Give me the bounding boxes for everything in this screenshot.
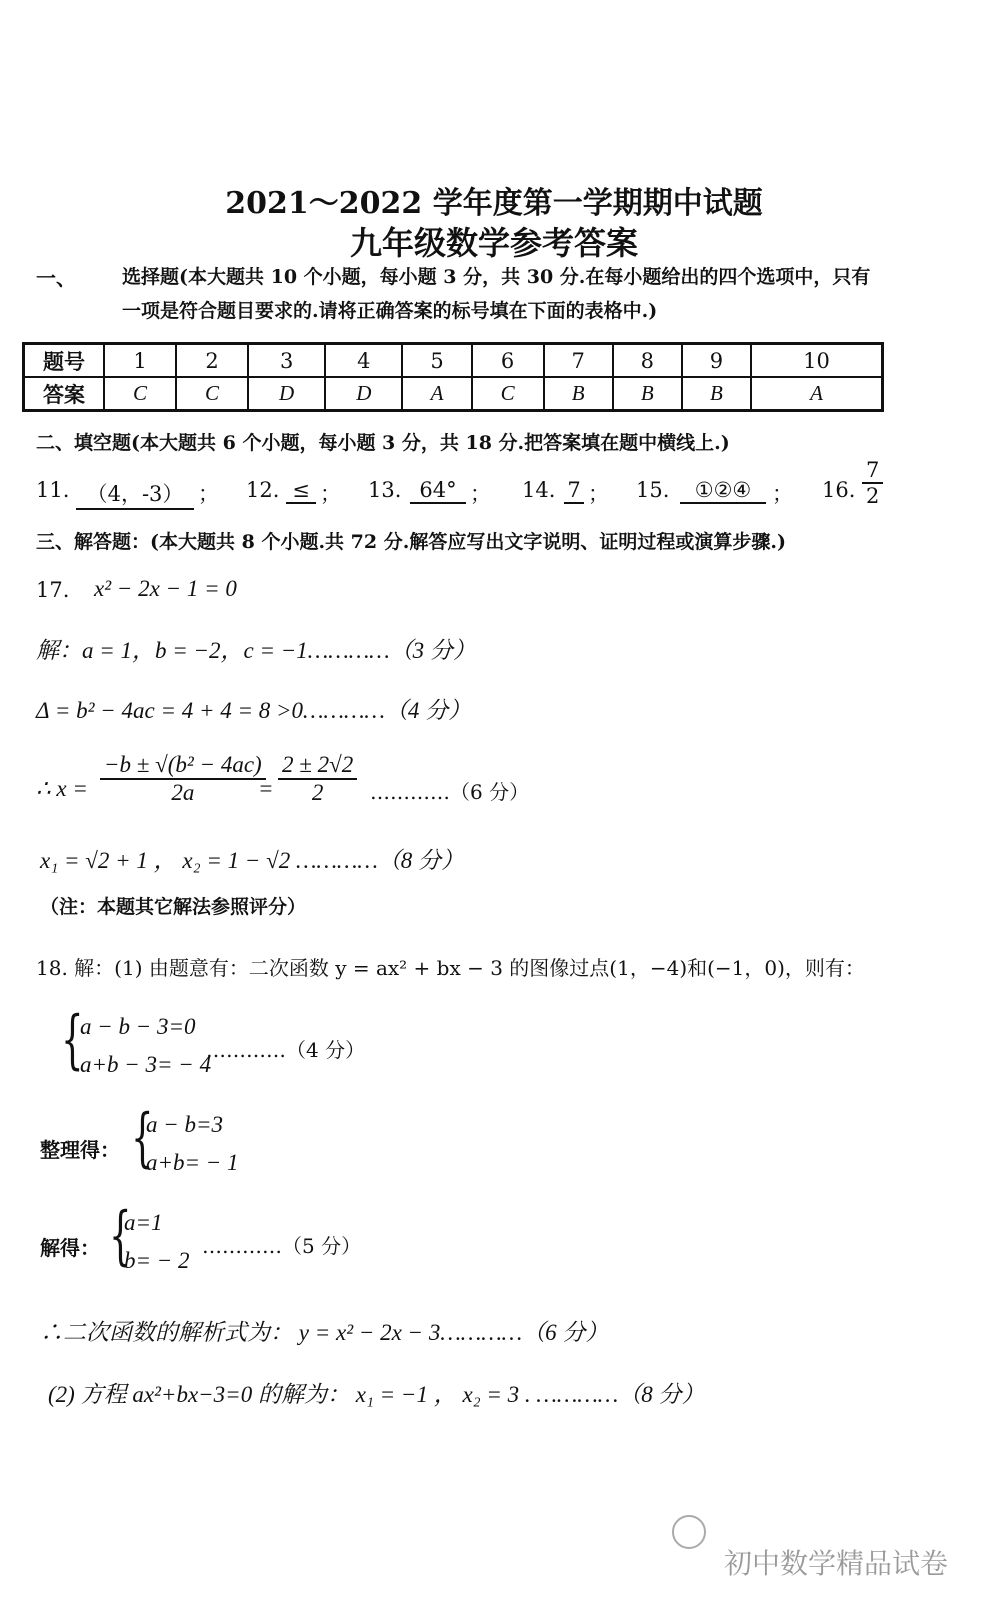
q18-system1-eq2: a+b − 3= − 4 xyxy=(80,1052,212,1077)
q17-roots: x₁ = √2 + 1 ， x₂ = 1 − √2 …………（8 分） xyxy=(40,848,465,873)
q18-system1-eq1: a − b − 3=0 xyxy=(80,1014,196,1039)
q13-answer: 64° xyxy=(410,478,466,504)
q17-quadratic-formula xyxy=(100,752,266,806)
table-number: 10 xyxy=(751,344,883,378)
table-row1-label: 题号 xyxy=(24,344,105,378)
table-answer: A xyxy=(402,377,471,411)
q17-simplified-formula xyxy=(278,752,357,806)
section1-line1: 选择题(本大题共 10 个小题，每小题 3 分，共 30 分.在每小题给出的四个选项中，只有 xyxy=(122,266,871,288)
q13-number: 13. xyxy=(368,478,402,502)
table-answer: C xyxy=(472,377,544,411)
table-number: 7 xyxy=(544,344,613,378)
q18-system1-brace: { xyxy=(61,1003,84,1077)
q18-system3-brace: { xyxy=(109,1199,132,1273)
q16-number: 16. xyxy=(822,478,856,502)
q18-system3-score: …………（5 分） xyxy=(202,1234,362,1258)
q11-answer: （4，-3） xyxy=(76,478,194,510)
q15-separator: ； xyxy=(772,482,793,506)
q17-line1: 解：a = 1，b = −2，c = −1…………（3 分） xyxy=(36,638,476,663)
q16-answer xyxy=(862,458,883,508)
q12-number: 12. xyxy=(246,478,280,502)
q18-system3-label: 解得： xyxy=(40,1236,100,1260)
watermark-text: 初中数学精品试卷 xyxy=(723,1547,948,1580)
q17-line3-score: …………（6 分） xyxy=(370,780,530,804)
table-number: 1 xyxy=(104,344,176,378)
q18-system3-eq1: a=1 xyxy=(124,1210,163,1235)
q12-separator: ； xyxy=(320,482,341,506)
table-number: 4 xyxy=(325,344,402,378)
q18-system3-eq2: b= − 2 xyxy=(124,1248,190,1273)
q18-line1: 18. 解：(1) 由题意有：二次函数 y = ax² + bx − 3 的图像过点(1，−4)和(−1，0)，则有： xyxy=(36,956,865,980)
section3-heading: 三、解答题：(本大题共 8 个小题.共 72 分.解答应写出文字说明、证明过程或演算步骤.) xyxy=(36,531,786,553)
watermark-icon xyxy=(672,1515,706,1549)
q12-answer: ≤ xyxy=(286,478,316,504)
answer-table xyxy=(22,342,884,412)
table-answer: B xyxy=(613,377,682,411)
table-answer: C xyxy=(104,377,176,411)
table-row2-label: 答案 xyxy=(24,377,105,411)
table-answer: B xyxy=(682,377,751,411)
q11-number: 11. xyxy=(36,478,70,502)
q17-simplified-numerator: 2 ± 2√2 xyxy=(278,752,357,780)
q17-line2: Δ = b² − 4ac = 4 + 4 = 8 >0…………（4 分） xyxy=(36,698,472,723)
section2-heading: 二、填空题(本大题共 6 个小题，每小题 3 分，共 18 分.把答案填在题中横线上.) xyxy=(36,432,730,454)
q17-note: （注：本题其它解法参照评分） xyxy=(40,896,307,918)
table-answer: C xyxy=(176,377,248,411)
section1-line2: 一项是符合题目要求的.请将正确答案的标号填在下面的表格中.) xyxy=(122,300,658,322)
q18-part2: (2) 方程 ax²+bx−3=0 的解为： x₁ = −1 ， x₂ = 3 . …………（8 分） xyxy=(48,1382,705,1407)
q18-system2-eq1: a − b=3 xyxy=(146,1112,224,1137)
q15-answer: ①②④ xyxy=(680,478,766,504)
q17-number: 17. xyxy=(36,578,70,602)
table-number: 8 xyxy=(613,344,682,378)
table-number: 3 xyxy=(248,344,325,378)
q17-equation: x² − 2x − 1 = 0 xyxy=(94,576,237,601)
q18-result: ∴二次函数的解析式为： y = x² − 2x − 3…………（6 分） xyxy=(40,1320,609,1345)
q15-number: 15. xyxy=(636,478,670,502)
table-answer: B xyxy=(544,377,613,411)
q14-answer: 7 xyxy=(564,478,584,504)
q13-separator: ； xyxy=(470,482,491,506)
table-number: 5 xyxy=(402,344,471,378)
q18-system2-label: 整理得： xyxy=(40,1138,120,1162)
q17-equals: = xyxy=(258,776,274,801)
q14-separator: ； xyxy=(588,482,609,506)
q16-numerator: 7 xyxy=(862,458,883,484)
table-row-numbers xyxy=(24,344,883,378)
q18-system1-score: …………（4 分） xyxy=(206,1038,366,1062)
q16-denominator: 2 xyxy=(866,484,880,508)
q18-system2-eq2: a+b= − 1 xyxy=(146,1150,239,1175)
q17-formula-denominator: 2a xyxy=(171,780,195,805)
q17-x-prefix: ∴ x = xyxy=(36,776,88,801)
q14-number: 14. xyxy=(522,478,556,502)
q11-separator: ； xyxy=(198,482,219,506)
table-row-answers xyxy=(24,377,883,411)
q18-system2-brace: { xyxy=(131,1101,154,1175)
q17-simplified-denominator: 2 xyxy=(311,780,324,805)
section1-number: 一、 xyxy=(36,266,76,290)
table-number: 6 xyxy=(472,344,544,378)
table-number: 9 xyxy=(682,344,751,378)
table-number: 2 xyxy=(176,344,248,378)
q17-formula-numerator: −b ± √(b² − 4ac) xyxy=(100,752,266,780)
table-answer: D xyxy=(248,377,325,411)
document-subtitle: 九年级数学参考答案 xyxy=(349,224,638,262)
table-answer: D xyxy=(325,377,402,411)
table-answer: A xyxy=(751,377,883,411)
document-title: 2021～2022 学年度第一学期期中试题 xyxy=(225,186,763,221)
